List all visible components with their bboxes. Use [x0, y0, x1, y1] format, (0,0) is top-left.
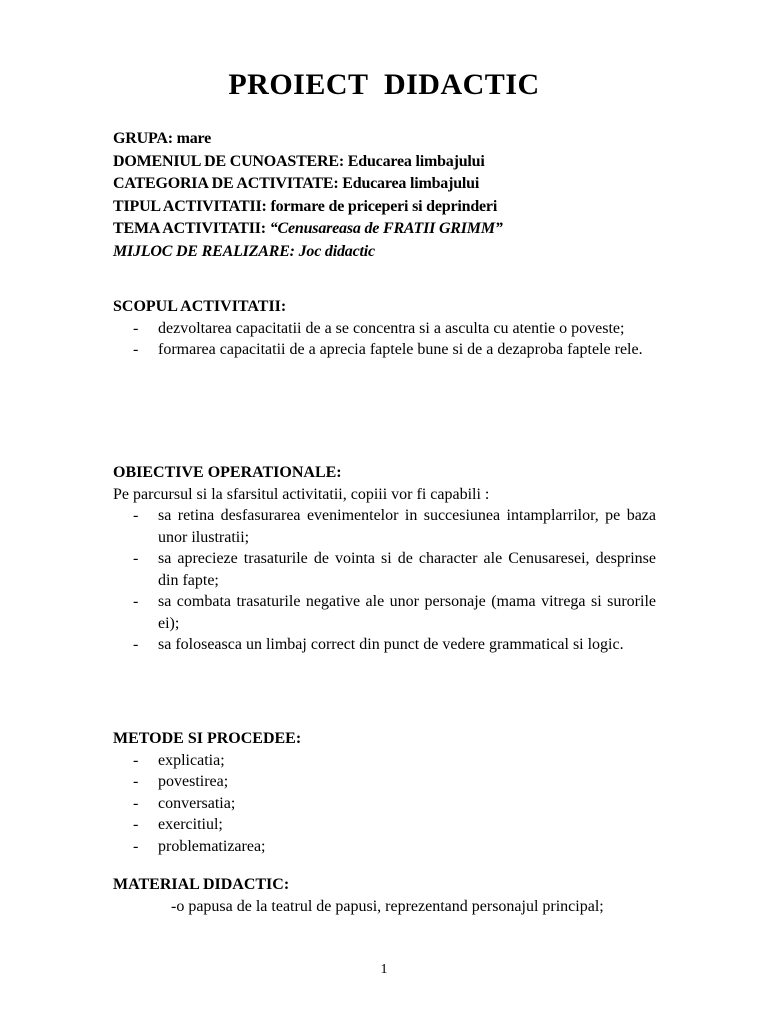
list-item-text: povestirea; [158, 773, 229, 790]
domeniu-label: DOMENIUL DE CUNOASTERE: [113, 152, 348, 170]
list-item-text: sa combata trasaturile negative ale unor personaje (mama vitrega si surorile ei); [158, 593, 656, 632]
tipul-value: formare de priceperi si deprinderi [270, 197, 498, 215]
tipul-row [113, 196, 503, 219]
obiective-section [113, 462, 656, 656]
categoria-row [113, 173, 503, 196]
bullet-dash: - [133, 593, 139, 610]
metode-heading: METODE SI PROCEDEE: [113, 730, 302, 747]
list-item [113, 836, 656, 858]
activity-info-block [113, 128, 503, 263]
list-item-text: explicatia; [158, 751, 225, 769]
list-item-text: exercitiul; [158, 816, 223, 833]
tema-row [113, 218, 503, 241]
bullet-dash: - [133, 837, 139, 855]
list-item [113, 814, 656, 836]
list-item [113, 318, 656, 340]
grupa-label: GRUPA: [113, 130, 177, 147]
scopul-list [113, 318, 656, 361]
grupa-row [113, 128, 503, 151]
scopul-heading: SCOPUL ACTIVITATII: [113, 298, 287, 315]
list-item-text: conversatia; [158, 794, 236, 812]
list-item [113, 591, 656, 634]
document-title: PROIECT DIDACTIC [228, 68, 540, 101]
obiective-list [113, 505, 656, 656]
bullet-dash: - [133, 816, 139, 833]
list-item [113, 750, 656, 772]
bullet-dash: - [133, 319, 139, 337]
list-item-text: formarea capacitatii de a aprecia faptele bune si de a dezaproba faptele rele. [158, 341, 643, 358]
page-number: 1 [380, 962, 388, 977]
bullet-dash: - [133, 773, 139, 790]
list-item [113, 548, 656, 591]
tema-label: TEMA ACTIVITATII: [113, 220, 270, 237]
categoria-label: CATEGORIA DE ACTIVITATE: [113, 175, 343, 192]
list-item [113, 505, 656, 548]
list-item-text: dezvoltarea capacitatii de a se concentra si a asculta cu atentie o poveste; [158, 319, 625, 337]
bullet-dash: - [133, 636, 139, 653]
tipul-label: TIPUL ACTIVITATII: [113, 197, 271, 215]
material-section [113, 874, 713, 917]
bullet-dash: - [133, 550, 139, 567]
domeniu-value: Educarea limbajului [347, 152, 485, 170]
metode-section [113, 728, 656, 857]
list-item-text: problematizarea; [158, 837, 266, 855]
list-item-text: sa retina desfasurarea evenimentelor in succesiunea intamplarrilor, pe baza unor ilustratii; [158, 507, 656, 546]
material-heading: MATERIAL DIDACTIC: [113, 876, 290, 893]
metode-list [113, 750, 656, 858]
domeniu-row [113, 151, 503, 174]
list-item [113, 634, 656, 656]
bullet-dash: - [133, 794, 139, 812]
list-item-text: sa foloseasca un limbaj correct din punct de vedere grammatical si logic. [158, 636, 624, 653]
mijloc-row [113, 241, 503, 264]
tema-value: “Cenusareasa de FRATII GRIMM” [269, 220, 503, 237]
bullet-dash: - [133, 341, 139, 358]
list-item-text: sa aprecieze trasaturile de vointa si de character ale Cenusaresei, desprinse din fapte; [158, 550, 656, 589]
list-item [113, 771, 656, 793]
obiective-heading: OBIECTIVE OPERATIONALE: [113, 464, 342, 481]
list-item [113, 793, 656, 815]
categoria-value: Educarea limbajului [342, 175, 480, 192]
grupa-value: mare [176, 130, 212, 147]
bullet-dash: - [133, 751, 139, 769]
mijloc-value: Joc didactic [298, 242, 375, 260]
list-item [113, 339, 656, 361]
bullet-dash: - [133, 507, 139, 524]
obiective-intro: Pe parcursul si la sfarsitul activitatii, copiii vor fi capabili : [113, 485, 490, 503]
scopul-section [113, 296, 656, 361]
mijloc-label: MIJLOC DE REALIZARE: [113, 242, 299, 260]
material-item: -o papusa de la teatrul de papusi, reprezentand personajul principal; [171, 897, 604, 915]
